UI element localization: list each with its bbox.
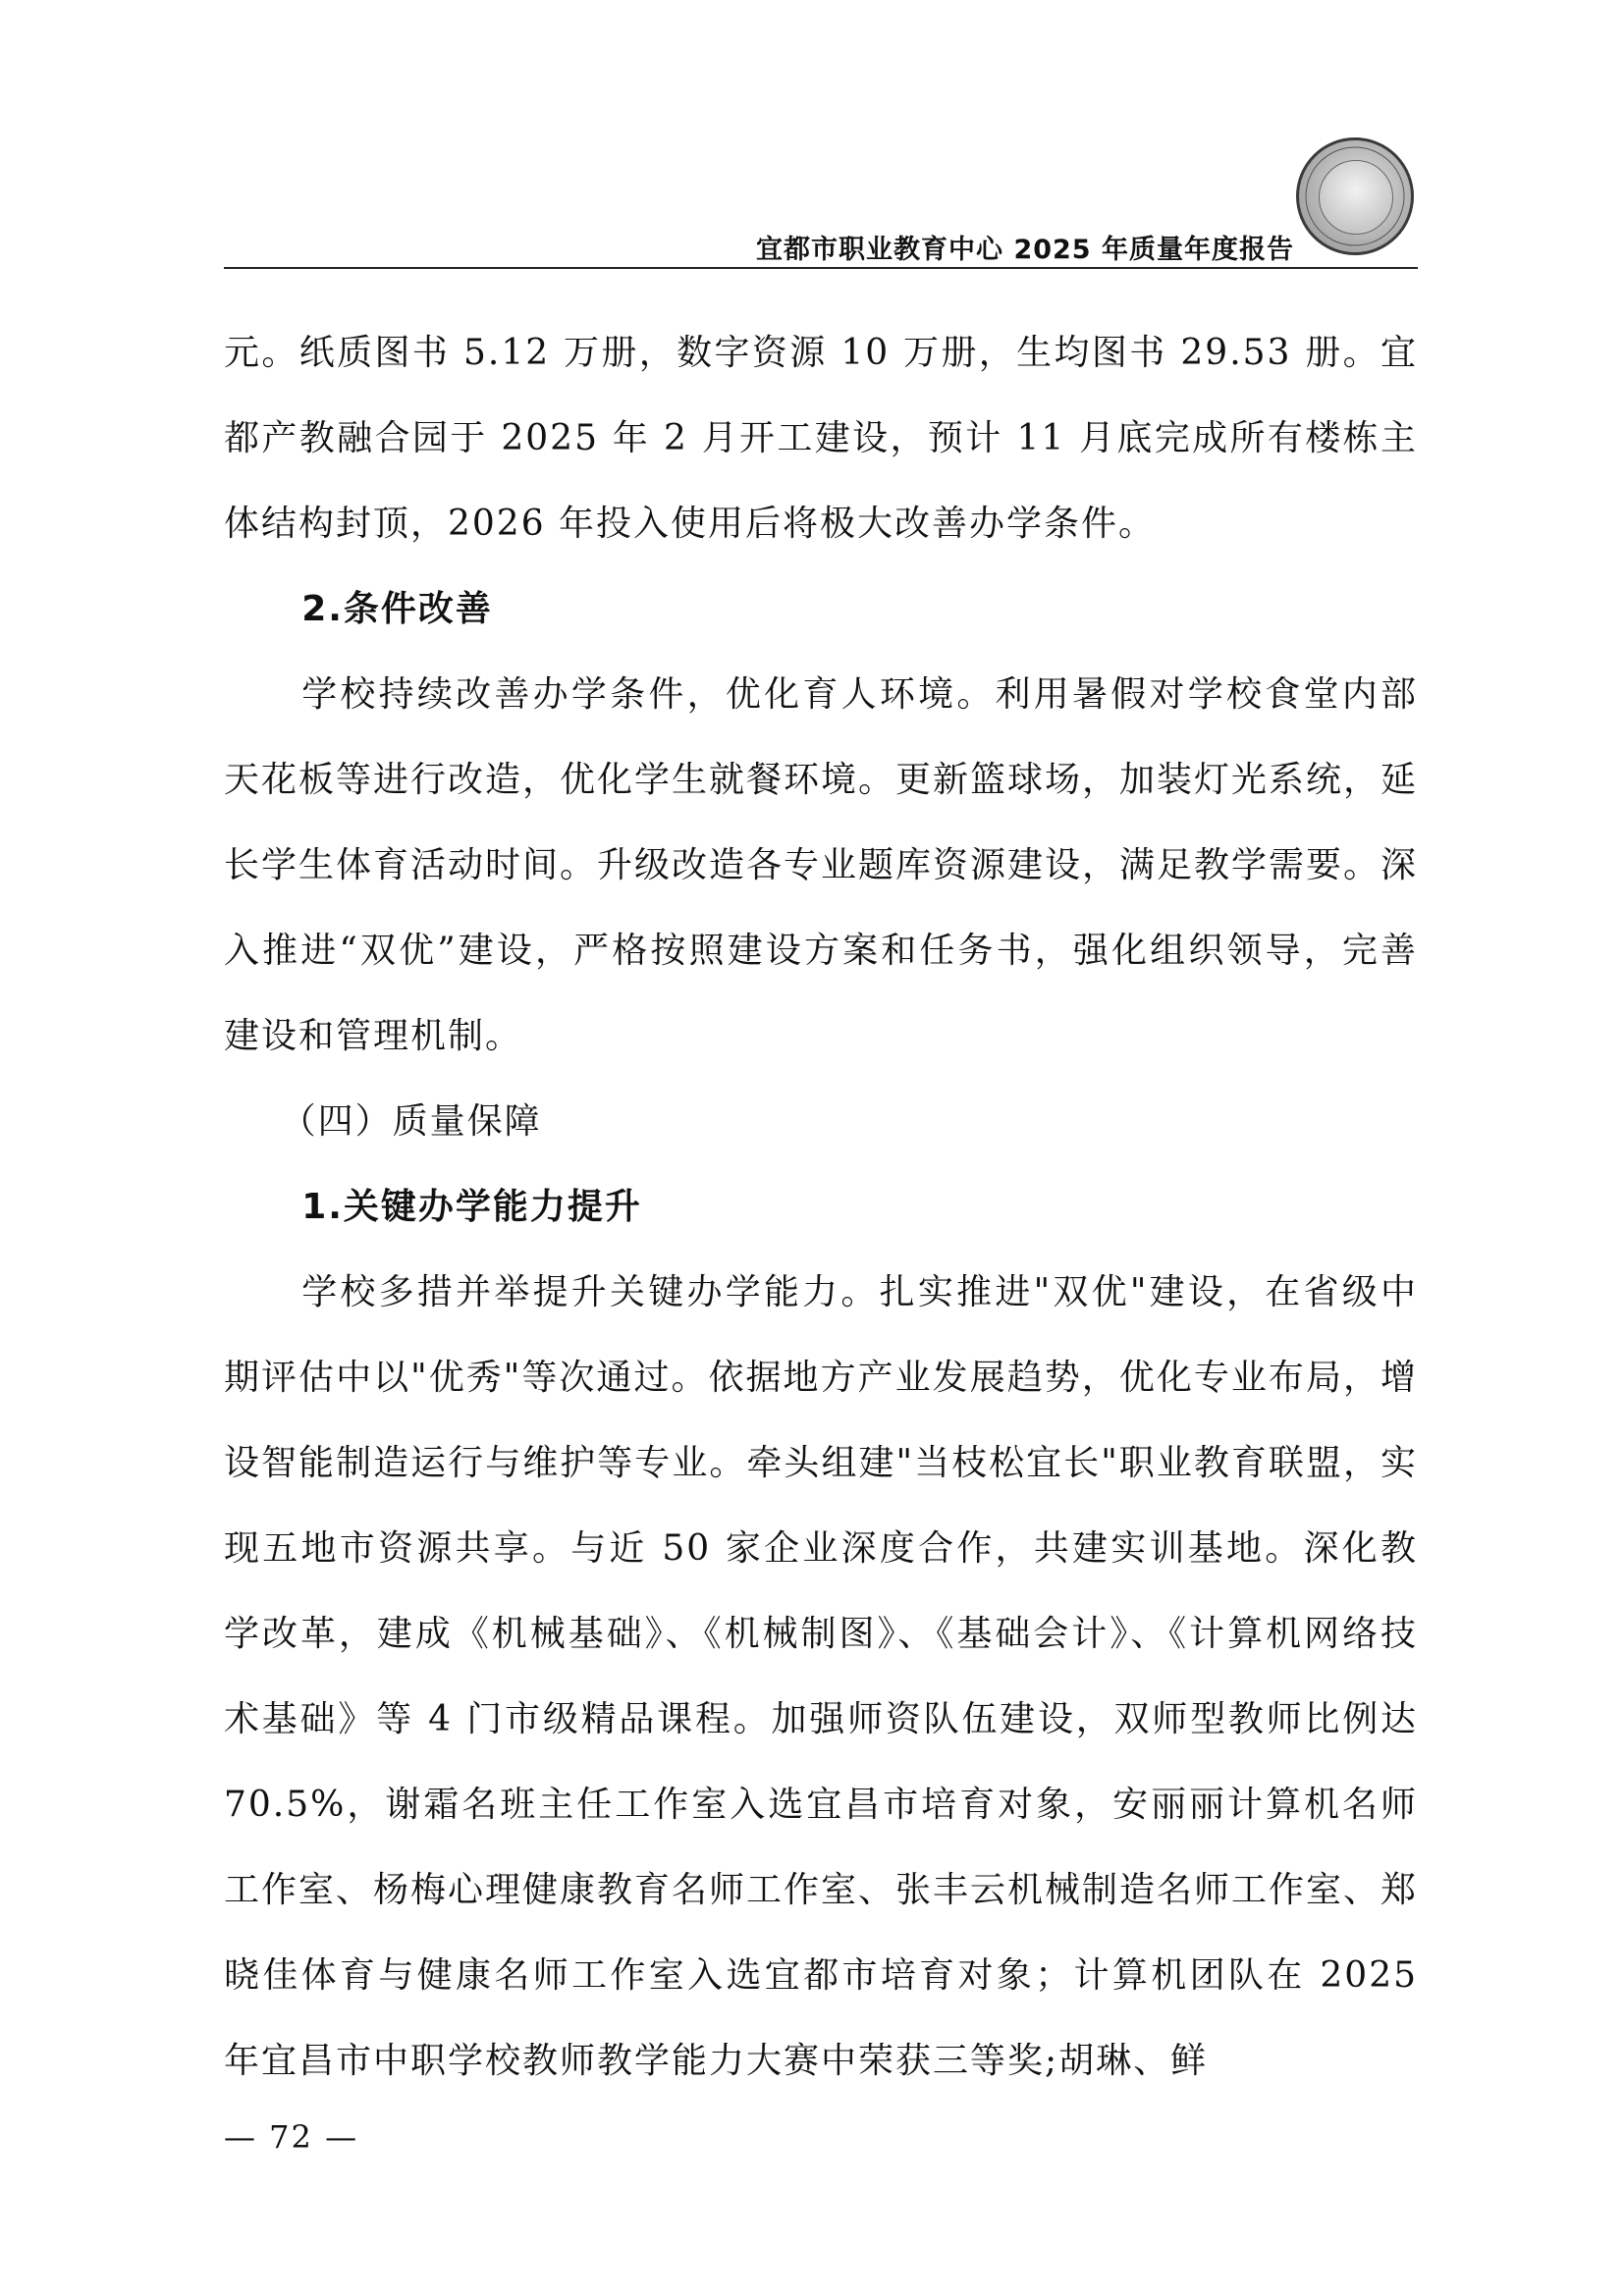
heading-conditions: 2.条件改善 xyxy=(301,589,493,629)
page-content xyxy=(224,310,1418,2104)
header-divider xyxy=(224,267,1418,269)
page-number: — 72 — xyxy=(224,2118,359,2156)
header-title: 宜都市职业教育中心 2025 年质量年度报告 xyxy=(756,235,1294,265)
school-logo xyxy=(1296,137,1414,255)
paragraph-2: 学校持续改善办学条件，优化育人环境。利用暑假对学校食堂内部天花板等进行改造，优化学生就餐环境。更新篮球场，加装灯光系统，延长学生体育活动时间。升级改造各专业题库资源建设，满足教学需要。深入推进“双优”建设，严格按照建设方案和任务书，强化组织领导，完善建设和管理机制。 xyxy=(224,674,1419,1056)
paragraph-1: 元。纸质图书 5.12 万册，数字资源 10 万册，生均图书 29.53 册。宜都产教融合园于 2025 年 2 月开工建设，预计 11 月底完成所有楼栋主体结构封顶，2026 年投入使用后将极大改善办学条件。 xyxy=(224,333,1418,544)
logo-center xyxy=(1319,160,1393,235)
heading-capability: 1.关键办学能力提升 xyxy=(301,1187,642,1227)
heading-quality: （四）质量保障 xyxy=(280,1101,542,1142)
paragraph-3: 学校多措并举提升关键办学能力。扎实推进"双优"建设，在省级中期评估中以"优秀"等次通过。依据地方产业发展趋势，优化专业布局，增设智能制造运行与维护等专业。牵头组建"当枝松宜长"职业教育联盟，实现五地市资源共享。与近 50 家企业深度合作，共建实训基地。深化教学改革，建成《机械基础》、《机械制图》、《基础会计》、《计算机网络技术基础》等 4 门市级精品课程。加强师资队伍建设，双师型教师比例达 70.5%，谢霜名班主任工作室入选宜昌市培育对象，安丽丽计算机名师工作室、杨梅心理健康教育名师工作室、张丰云机械制造名师工作室、郑晓佳体育与健康名师工作室入选宜都市培育对象；计算机团队在 2025 年宜昌市中职学校教师教学能力大赛中荣获三等奖;胡琳、鲜 xyxy=(224,1272,1419,2081)
